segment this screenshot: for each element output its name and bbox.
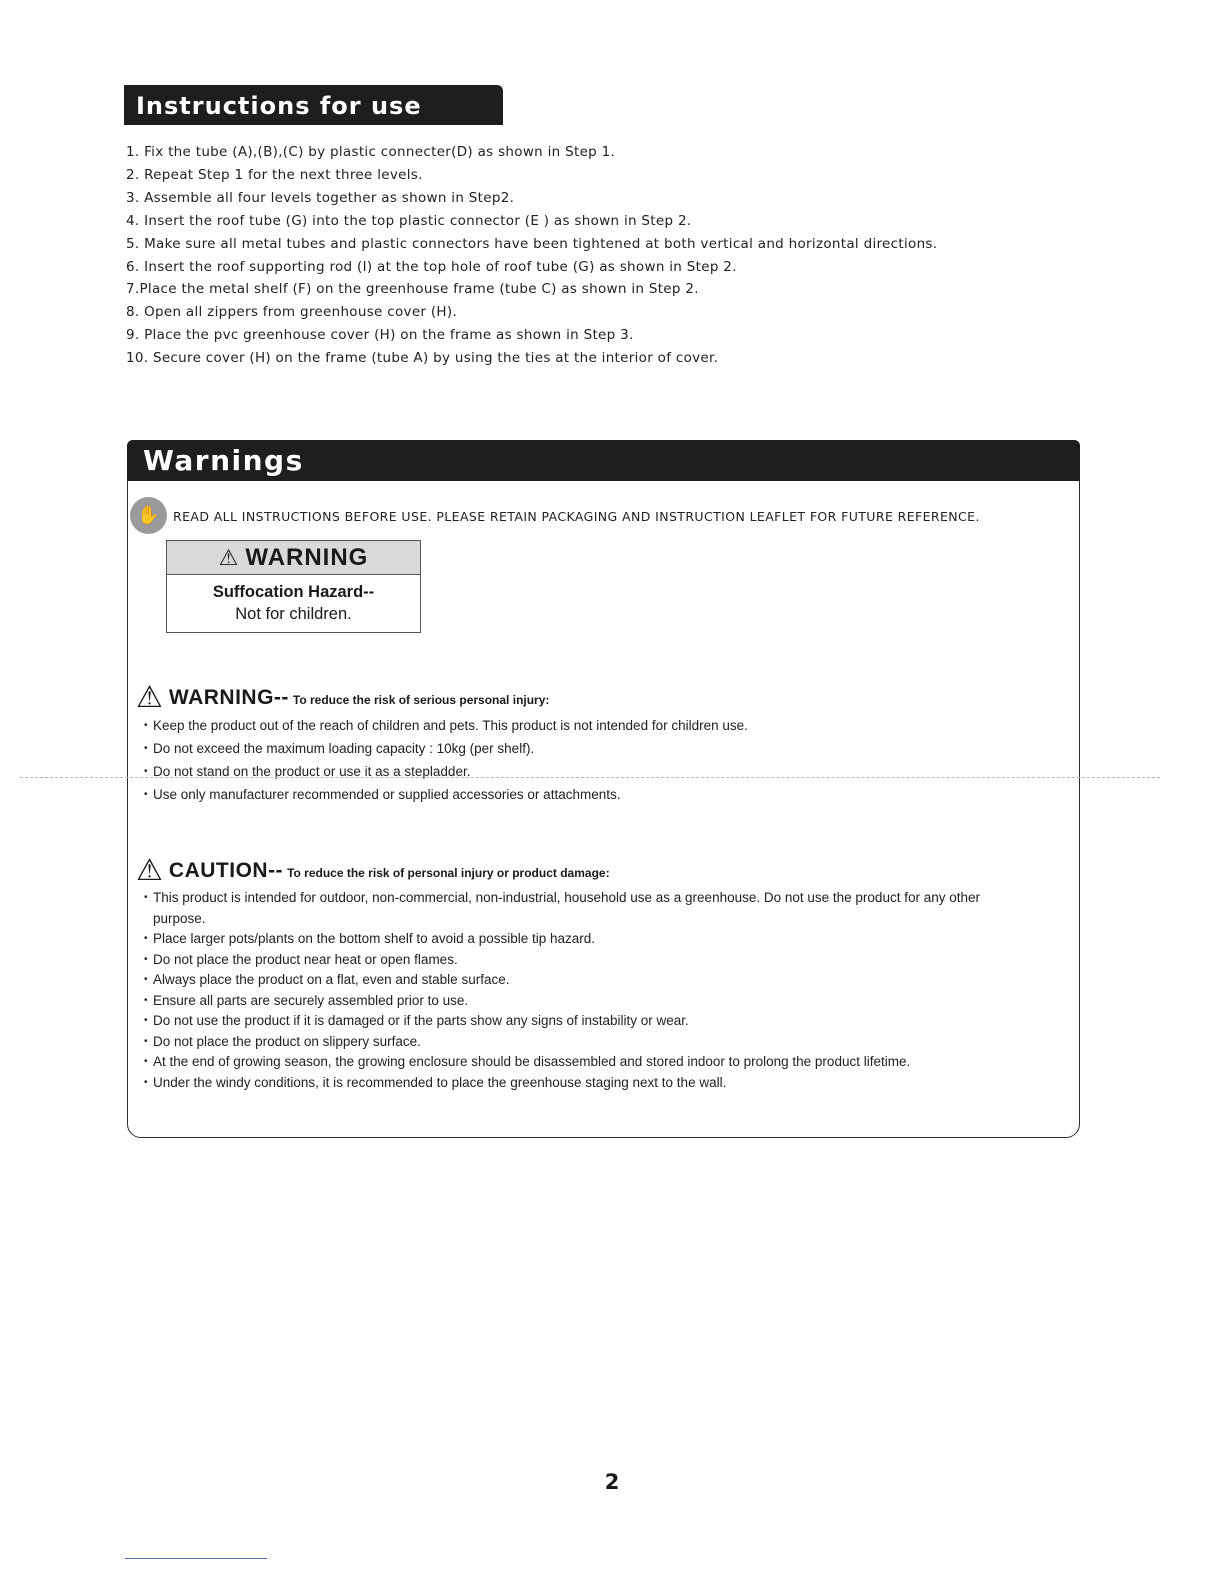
- instruction-step: 5. Make sure all metal tubes and plastic connectors have been tightened at both vertical and horizontal directions.: [126, 235, 938, 252]
- footer-divider: [125, 1558, 267, 1559]
- warning-triangle-icon: ⚠: [218, 545, 240, 570]
- list-item: • Under the windy conditions, it is recommended to place the greenhouse staging next to the wall.: [144, 1073, 1024, 1094]
- read-instructions-notice: READ ALL INSTRUCTIONS BEFORE USE. PLEASE RETAIN PACKAGING AND INSTRUCTION LEAFLET FOR FUTURE REFERENCE.: [173, 509, 980, 524]
- list-item: • Do not use the product if it is damaged or if the parts show any signs of instability or wear.: [144, 1011, 1024, 1032]
- warning-subheading: To reduce the risk of serious personal injury:: [292, 693, 550, 707]
- list-item: • Do not place the product on slippery surface.: [144, 1032, 1024, 1053]
- warning-list: [144, 714, 1024, 806]
- suffocation-label-line2: Not for children.: [235, 605, 352, 623]
- instruction-step: 7.Place the metal shelf (F) on the greenhouse frame (tube C) as shown in Step 2.: [126, 281, 699, 298]
- list-item: • Do not stand on the product or use it as a stepladder.: [144, 760, 1024, 783]
- list-item: • This product is intended for outdoor, non-commercial, non-industrial, household use as a greenhouse. Do not use the product for any other purpose.: [144, 888, 1024, 929]
- list-item: • Do not exceed the maximum loading capacity : 10kg (per shelf).: [144, 737, 1024, 760]
- fold-line-divider: [20, 777, 1160, 778]
- warning-heading-text: WARNING--: [168, 686, 289, 709]
- read-instructions-icon: ✋: [130, 497, 167, 534]
- list-item: • Always place the product on a flat, even and stable surface.: [144, 970, 1024, 991]
- list-item: • At the end of growing season, the growing enclosure should be disassembled and stored indoor to prolong the product lifetime.: [144, 1052, 1024, 1073]
- caution-section-heading: [136, 853, 610, 888]
- suffocation-warning-label: [166, 540, 421, 633]
- instruction-step: 10. Secure cover (H) on the frame (tube A) by using the ties at the interior of cover.: [126, 350, 719, 367]
- list-item: • Place larger pots/plants on the bottom shelf to avoid a possible tip hazard.: [144, 929, 1024, 950]
- caution-triangle-icon: ⚠: [136, 853, 163, 888]
- warning-section-heading: [136, 680, 549, 715]
- instructions-title: Instructions for use: [124, 85, 503, 125]
- instruction-step: 3. Assemble all four levels together as shown in Step2.: [126, 189, 515, 206]
- suffocation-label-line1: Suffocation Hazard--: [212, 583, 375, 601]
- list-item: • Keep the product out of the reach of children and pets. This product is not intended for children use.: [144, 714, 1024, 737]
- warning-triangle-icon: ⚠: [136, 680, 163, 715]
- warnings-title: Warnings: [127, 440, 1080, 481]
- instruction-step: 4. Insert the roof tube (G) into the top plastic connector (E ) as shown in Step 2.: [126, 212, 692, 229]
- caution-list: [144, 888, 1024, 1093]
- instruction-step: 1. Fix the tube (A),(B),(C) by plastic connecter(D) as shown in Step 1.: [126, 144, 616, 160]
- instruction-step: 2. Repeat Step 1 for the next three levels.: [126, 166, 423, 183]
- suffocation-label-header: [167, 541, 420, 575]
- page-number: 2: [604, 1470, 620, 1494]
- instruction-step: 8. Open all zippers from greenhouse cover (H).: [126, 304, 458, 321]
- instructions-list: [126, 141, 937, 370]
- list-item: • Do not place the product near heat or open flames.: [144, 950, 1024, 971]
- list-item: • Ensure all parts are securely assembled prior to use.: [144, 991, 1024, 1012]
- list-item: • Use only manufacturer recommended or supplied accessories or attachments.: [144, 783, 1024, 806]
- caution-subheading: To reduce the risk of personal injury or product damage:: [287, 866, 610, 880]
- suffocation-label-title: WARNING: [245, 544, 369, 571]
- caution-heading-text: CAUTION--: [168, 859, 284, 882]
- instruction-step: 9. Place the pvc greenhouse cover (H) on the frame as shown in Step 3.: [126, 327, 634, 344]
- instruction-step: 6. Insert the roof supporting rod (I) at the top hole of roof tube (G) as shown in Step 2.: [126, 258, 737, 275]
